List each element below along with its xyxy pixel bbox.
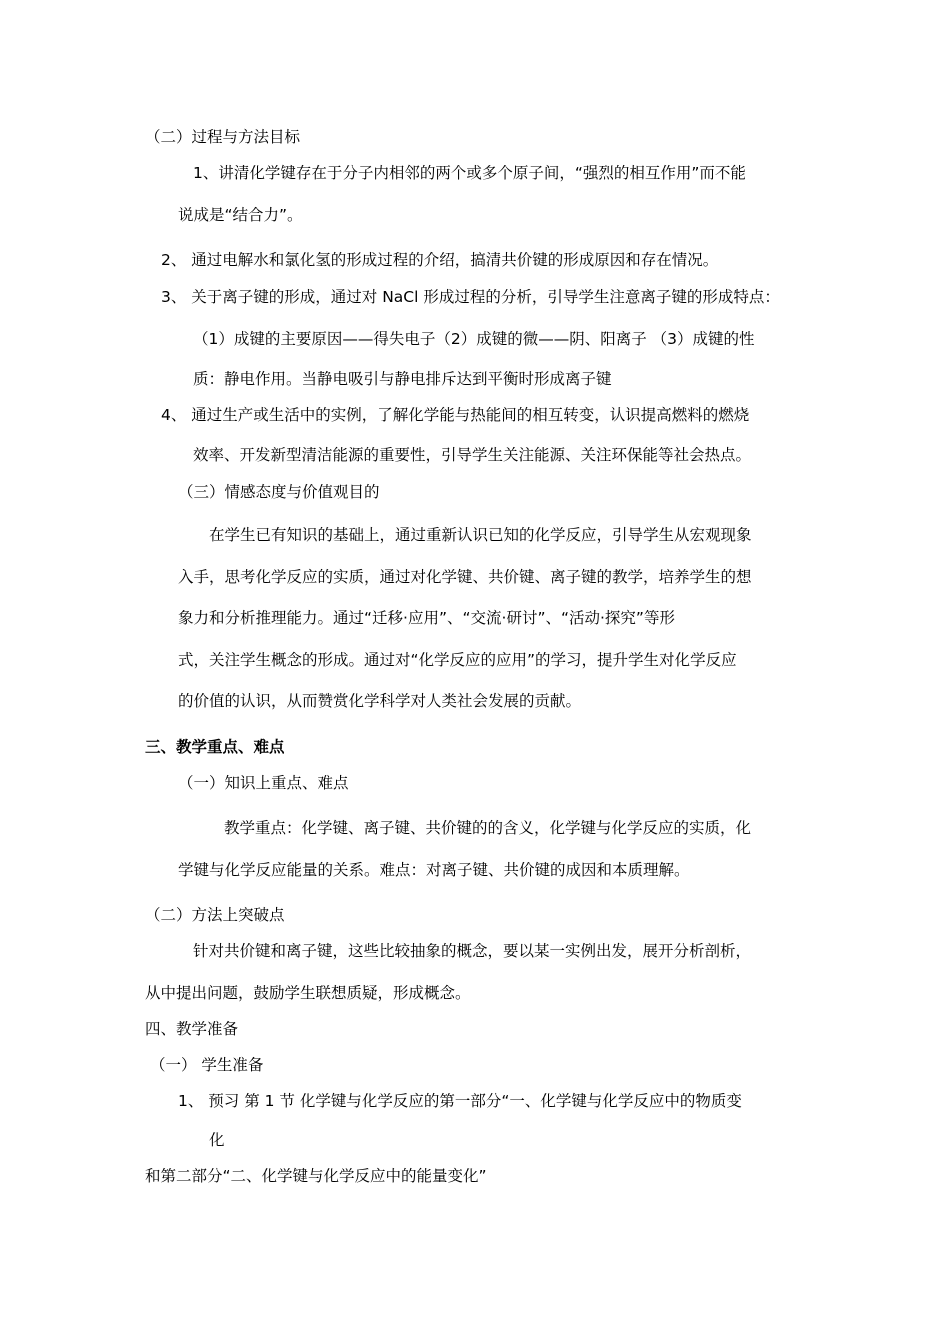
- subheading-method-breakthrough: （二）方法上突破点: [145, 906, 285, 924]
- paragraph-line: 说成是“结合力”。: [178, 206, 303, 224]
- paragraph-line: 效率、开发新型清洁能源的重要性，引导学生关注能源、关注环保能等社会热点。: [193, 446, 752, 464]
- paragraph-line: 化: [209, 1131, 225, 1149]
- subheading-process-method: （二）过程与方法目标: [145, 128, 301, 146]
- list-item-4: 4、 通过生产或生活中的实例，了解化学能与热能间的相互转变，认识提高燃料的燃烧: [161, 406, 750, 424]
- list-item-3: 3、 关于离子键的形成，通过对 NaCl 形成过程的分析，引导学生注意离子键的形成特点：: [161, 288, 780, 306]
- paragraph-line: 象力和分析推理能力。通过“迁移·应用”、“交流·研讨”、“活动·探究”等形: [178, 609, 675, 627]
- section-heading-preparation: 四、教学准备: [145, 1020, 239, 1038]
- paragraph-line: 的价值的认识，从而赞赏化学科学对人类社会发展的贡献。: [178, 692, 582, 710]
- paragraph-line: 学键与化学反应能量的关系。难点：对离子键、共价键的成因和本质理解。: [178, 861, 690, 879]
- subheading-student-preparation: （一） 学生准备: [150, 1056, 264, 1074]
- subheading-knowledge-points: （一）知识上重点、难点: [178, 774, 349, 792]
- paragraph-line: 入手，思考化学反应的实质，通过对化学键、共价键、离子键的教学，培养学生的想: [178, 568, 752, 586]
- list-item-2: 2、 通过电解水和氯化氢的形成过程的介绍，搞清共价键的形成原因和存在情况。: [161, 251, 719, 269]
- paragraph-line: 在学生已有知识的基础上，通过重新认识已知的化学反应，引导学生从宏观现象: [209, 526, 752, 544]
- paragraph-line: 针对共价键和离子键，这些比较抽象的概念，要以某一实例出发，展开分析剖析，: [193, 942, 752, 960]
- list-item-1: 1、 预习 第 1 节 化学键与化学反应的第一部分“一、化学键与化学反应中的物质变: [178, 1092, 742, 1110]
- paragraph-line: 从中提出问题，鼓励学生联想质疑，形成概念。: [145, 984, 471, 1002]
- paragraph-line: 式，关注学生概念的形成。通过对“化学反应的应用”的学习，提升学生对化学反应: [178, 651, 737, 669]
- subheading-emotion-attitude: （三）情感态度与价值观目的: [178, 483, 380, 501]
- paragraph-line: 和第二部分“二、化学键与化学反应中的能量变化”: [145, 1167, 487, 1185]
- paragraph-line: 教学重点：化学键、离子键、共价键的的含义，化学键与化学反应的实质，化: [224, 819, 752, 837]
- paragraph-line: （1）成键的主要原因——得失电子（2）成键的微——阴、阳离子 （3）成键的性: [193, 330, 755, 348]
- paragraph-line: 1、讲清化学键存在于分子内相邻的两个或多个原子间，“强烈的相互作用”而不能: [193, 164, 746, 182]
- section-heading-key-points: 三、教学重点、难点: [145, 738, 285, 756]
- paragraph-line: 质：静电作用。当静电吸引与静电排斥达到平衡时形成离子键: [193, 370, 612, 388]
